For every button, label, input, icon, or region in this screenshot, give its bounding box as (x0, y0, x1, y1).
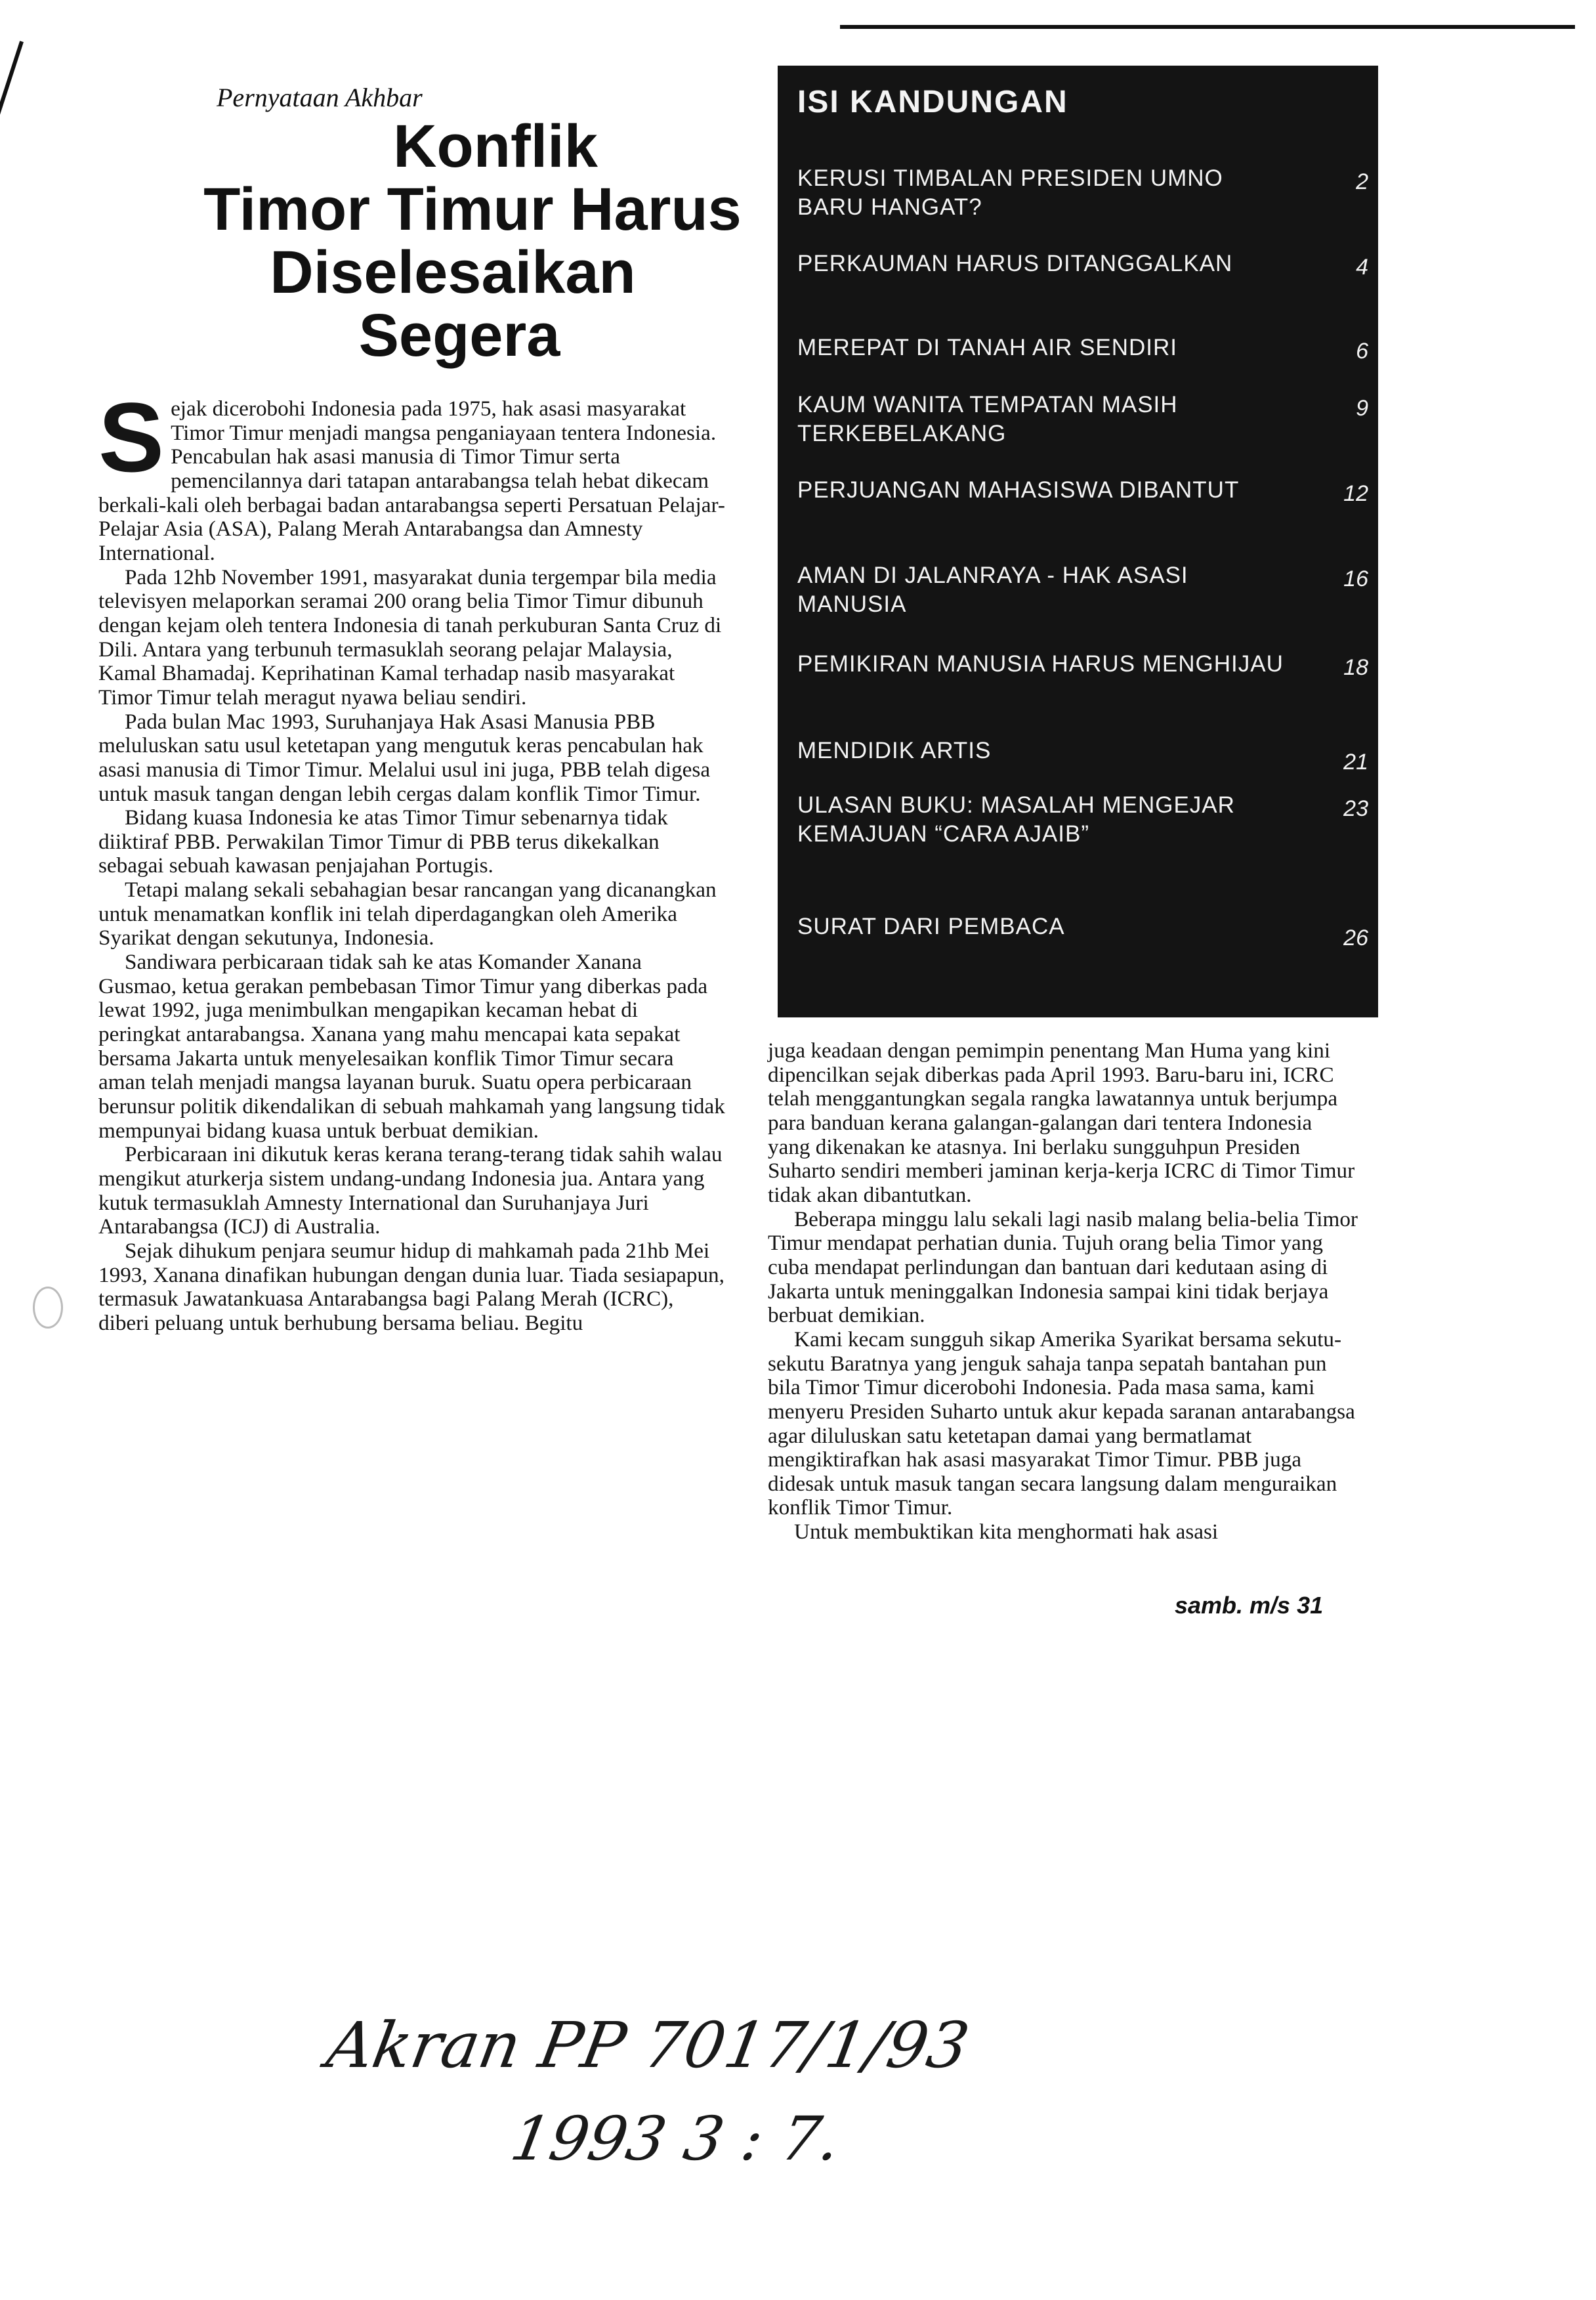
article-column-right (768, 1039, 1358, 1544)
article-paragraph: Kami kecam sungguh sikap Amerika Syarikat bersama sekutu-sekutu Baratnya yang jenguk sahaja tanpa sepatah bantahan pun bila Timor Timur dicerobohi Indonesia. Pada masa sama, kami menyeru Presiden Suharto untuk akur kepada saranan antarabangsa agar diluluskan satu ketetapan damai yang bermatlamat mengiktirafkan hak asasi masyarakat Timor Timur. PBB juga didesak untuk masuk tangan secara langsung dalam menguraikan konflik Timor Timur. (768, 1327, 1355, 1520)
table-of-contents (778, 66, 1378, 1017)
article-paragraph: Pada 12hb November 1991, masyarakat dunia tergempar bila media televisyen melaporkan seramai 200 orang belia Timor Timur dibunuh dengan kejam oleh tentera Indonesia di tanah perkuburan Santa Cruz di Dili. Antara yang terbunuh termasuklah seorang pelajar Malaysia, Kamal Bhamadaj. Keprihatinan Kamal terhadap nasib masyarakat Timor Timur telah meragut nyawa beliau sendiri. (98, 564, 722, 710)
article-paragraph: Sejak dihukum penjara seumur hidup di mahkamah pada 21hb Mei 1993, Xanana dinafikan hubungan dengan dunia luar. Tiada sesiapapun, termasuk Jawatankuasa Antarabangsa bagi Palang Merah (ICRC), diberi peluang untuk berhubung bersama beliau. Begitu (98, 1238, 724, 1335)
toc-entry (797, 561, 1368, 619)
toc-title: ISI KANDUNGAN (797, 85, 1068, 119)
toc-entry-page: 2 (1356, 169, 1368, 194)
toc-entry (797, 736, 1368, 775)
kicker: Pernyataan Akhbar (217, 83, 423, 112)
toc-entry (797, 650, 1368, 679)
toc-entry (797, 791, 1368, 849)
toc-entry-title: AMAN DI JALANRAYA - HAK ASASI MANUSIA (797, 563, 1188, 617)
toc-entry-title: KAUM WANITA TEMPATAN MASIH TERKEBELAKANG (797, 392, 1178, 446)
article-paragraph: Pada bulan Mac 1993, Suruhanjaya Hak Asasi Manusia PBB meluluskan satu usul ketetapan yang mengutuk keras pencabulan hak asasi manusia di Timor Timur. Melalui usul ini juga, PBB telah digesa untuk masuk tangan dengan lebih cergas dalam konflik Timor Timur. (98, 709, 711, 806)
toc-entry (797, 476, 1368, 505)
toc-entry-page: 26 (1343, 926, 1368, 950)
headline-line: Timor Timur Harus (203, 176, 742, 243)
toc-entry (797, 164, 1368, 222)
toc-entry-page: 4 (1356, 255, 1368, 280)
headline-line: Segera (358, 302, 560, 369)
headline (158, 115, 748, 367)
toc-entry-page: 18 (1343, 655, 1368, 680)
toc-entry-title: SURAT DARI PEMBACA (797, 914, 1065, 939)
handwritten-reference: Akran PP 7017/1/93 (322, 2009, 975, 2082)
headline-line: Konflik (393, 113, 598, 180)
article-paragraph: Perbicaraan ini dikutuk keras kerana terang-terang tidak sahih walau mengikut aturkerja sistem undang-undang Indonesia jua. Antara yang kutuk termasuklah Amnesty International dan Suruhanjaya Juri Antarabangsa (ICJ) di Australia. (98, 1142, 723, 1239)
article-paragraph: Bidang kuasa Indonesia ke atas Timor Timur sebenarnya tidak diiktiraf PBB. Perwakilan Timor Timur di PBB terus dikekalkan sebagai sebuah kawasan penjajahan Portugis. (98, 805, 668, 878)
toc-entry-page: 6 (1356, 339, 1368, 364)
article-paragraph: Untuk membuktikan kita menghormati hak asasi (794, 1520, 1219, 1544)
toc-entry-title: PERJUANGAN MAHASISWA DIBANTUT (797, 477, 1240, 503)
article-paragraph: Sandiwara perbicaraan tidak sah ke atas Komander Xanana Gusmao, ketua gerakan pembebasan Timor Timur yang diberkas pada lewat 1992, juga menimbulkan mengapikan kecaman hebat di peringkat antarabangsa. Xanana yang mahu mencapai kata sepakat bersama Jakarta untuk menyelesaikan konflik Timor Timur secara aman telah menjadi mangsa layanan buruk. Suatu opera perbicaraan berunsur politik dikendalikan di sebuah mahkamah yang langsung tidak mempunyai bidang kuasa untuk berbuat demikian. (98, 950, 725, 1143)
drop-cap: S (98, 382, 165, 492)
article-paragraph: juga keadaan dengan pemimpin penentang Man Huma yang kini dipencilkan sejak diberkas pada April 1993. Baru-baru ini, ICRC telah menggantungkan segala rangka lawatannya untuk berjumpa para banduan kerana galangan-galangan dari tentera Indonesia yang dikenakan ke atasnya. Ini berlaku sungguhpun Presiden Suharto sendiri memberi jaminan kerja-kerja ICRC di Timor Timur tidak akan dibantutkan. (768, 1038, 1355, 1207)
scan-edge-line (840, 25, 1575, 29)
toc-entry-title: KERUSI TIMBALAN PRESIDEN UMNO BARU HANGAT? (797, 165, 1223, 220)
toc-entry-page: 16 (1343, 566, 1368, 591)
toc-entry (797, 391, 1368, 448)
punch-hole (33, 1287, 63, 1329)
headline-line: Diselesaikan (270, 239, 636, 306)
toc-entry-page: 12 (1343, 481, 1368, 506)
toc-entry-title: MENDIDIK ARTIS (797, 738, 992, 763)
toc-entry-page: 21 (1343, 750, 1368, 775)
toc-entry-title: ULASAN BUKU: MASALAH MENGEJAR KEMAJUAN “CARA AJAIB” (797, 792, 1235, 847)
article-column-left (98, 382, 725, 1336)
handwritten-date: 1993 3 : 7. (505, 2104, 846, 2174)
toc-entry-title: PERKAUMAN HARUS DITANGGALKAN (797, 251, 1233, 276)
article-paragraph: Beberapa minggu lalu sekali lagi nasib malang belia-belia Timor Timur mendapat perhatian dunia. Tujuh orang belia Timor yang cuba mendapat perlindungan dan bantuan dari kedutaan asing di Jakarta untuk meninggalkan Indonesia sampai kini tidak berjaya berbuat demikian. (768, 1206, 1358, 1328)
scan-edge-mark (0, 41, 24, 123)
toc-entry-page: 23 (1343, 796, 1368, 821)
toc-entry (797, 333, 1368, 362)
article-paragraph: Sejak dicerobohi Indonesia pada 1975, hak asasi masyarakat Timor Timur menjadi mangsa penganiayaan tentera Indonesia. Pencabulan hak asasi manusia di Timor Timur serta pemencilannya dari tatapan antarabangsa telah hebat dikecam berkali-kali oleh berbagai badan antarabangsa seperti Persatuan Pelajar-Pelajar Asia (ASA), Palang Merah Antarabangsa dan Amnesty International. (98, 382, 725, 565)
article-paragraph: Tetapi malang sekali sebahagian besar rancangan yang dicanangkan untuk menamatkan konflik ini telah diperdagangkan oleh Amerika Syarikat dengan sekutunya, Indonesia. (98, 878, 717, 950)
toc-entry-page: 9 (1356, 396, 1368, 421)
toc-entry (797, 249, 1368, 278)
toc-entry-title: PEMIKIRAN MANUSIA HARUS MENGHIJAU (797, 651, 1284, 677)
continued-note: samb. m/s 31 (1175, 1592, 1324, 1619)
toc-entry (797, 912, 1368, 950)
toc-entry-title: MEREPAT DI TANAH AIR SENDIRI (797, 335, 1178, 360)
